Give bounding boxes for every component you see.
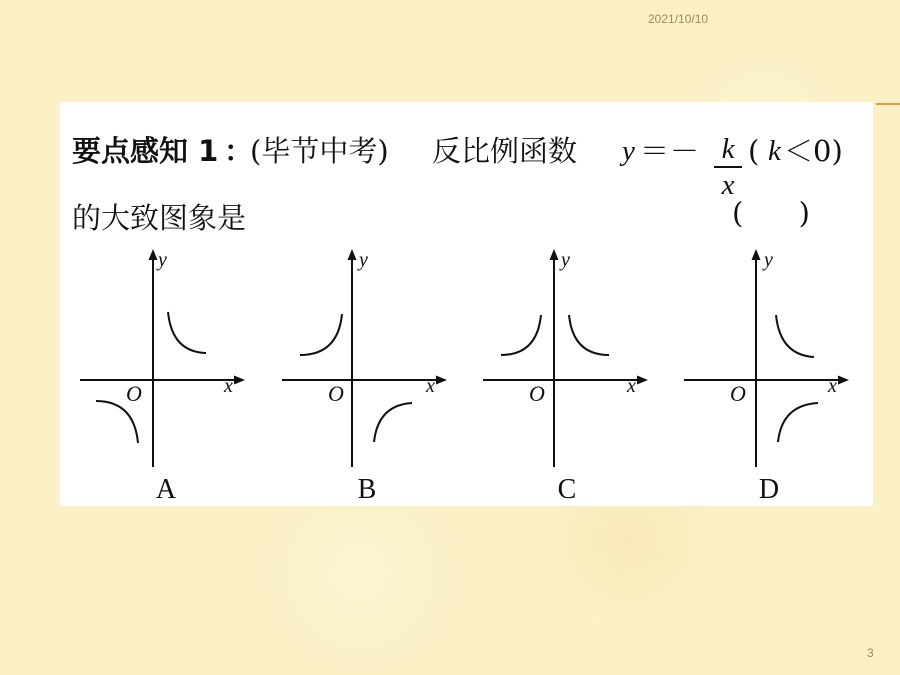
x-axis-label: x: [224, 375, 233, 397]
question-line-1: [72, 118, 872, 201]
curve-quadrant-1: [569, 315, 609, 355]
slide-date: 2021/10/10: [648, 12, 709, 26]
y-axis-label: y: [764, 249, 773, 271]
graph-option-c[interactable]: [481, 247, 651, 467]
fraction-numerator: k: [721, 133, 735, 165]
option-label-b[interactable]: B: [357, 474, 377, 505]
fraction-denominator: x: [721, 169, 735, 201]
x-axis-label: x: [426, 375, 435, 397]
equation-lhs: y: [622, 135, 635, 167]
equation-fraction: [714, 134, 742, 200]
curve-quadrant-4: [778, 403, 818, 442]
graph-c-axes: [481, 247, 651, 467]
y-axis-label: y: [561, 249, 570, 271]
origin-label: O: [529, 381, 545, 406]
curve-quadrant-1: [776, 315, 814, 357]
option-label-c[interactable]: C: [557, 474, 577, 505]
option-label-d[interactable]: D: [758, 474, 780, 505]
question-colon: ：: [224, 134, 254, 168]
curve-quadrant-2: [501, 315, 541, 355]
curve-quadrant-3: [96, 401, 138, 443]
curve-quadrant-4: [374, 403, 412, 442]
fraction-bar: [714, 166, 742, 168]
question-stem: 反比例函数: [432, 134, 578, 168]
origin-label: O: [730, 381, 746, 406]
equation-minus: －: [670, 134, 700, 168]
y-axis-label: y: [158, 249, 167, 271]
x-axis-label: x: [627, 375, 636, 397]
question-source: (毕节中考): [250, 134, 389, 168]
graph-option-d[interactable]: [682, 247, 852, 467]
y-axis-label: y: [359, 249, 368, 271]
question-line-2: 的大致图象是: [72, 201, 247, 235]
accent-line: [876, 103, 900, 105]
page-number: 3: [867, 646, 874, 660]
graph-option-a[interactable]: [78, 247, 248, 467]
condition-variable: k: [768, 135, 781, 167]
graph-a-axes: [78, 247, 248, 467]
condition-rest: ＜0): [784, 134, 843, 168]
graph-option-b[interactable]: [280, 247, 450, 467]
question-label: 要点感知 1: [72, 134, 219, 168]
graph-d-axes: [682, 247, 852, 467]
origin-label: O: [126, 381, 142, 406]
option-label-a[interactable]: A: [155, 474, 177, 505]
curve-quadrant-2: [300, 314, 342, 355]
x-axis-label: x: [828, 375, 837, 397]
equation-equals: ＝: [640, 134, 670, 168]
curve-quadrant-1: [168, 312, 206, 353]
origin-label: O: [328, 381, 344, 406]
condition-open-paren: (: [748, 134, 760, 168]
graph-b-axes: [280, 247, 450, 467]
answer-blank: ( ): [732, 196, 810, 230]
question-card: [60, 102, 873, 506]
